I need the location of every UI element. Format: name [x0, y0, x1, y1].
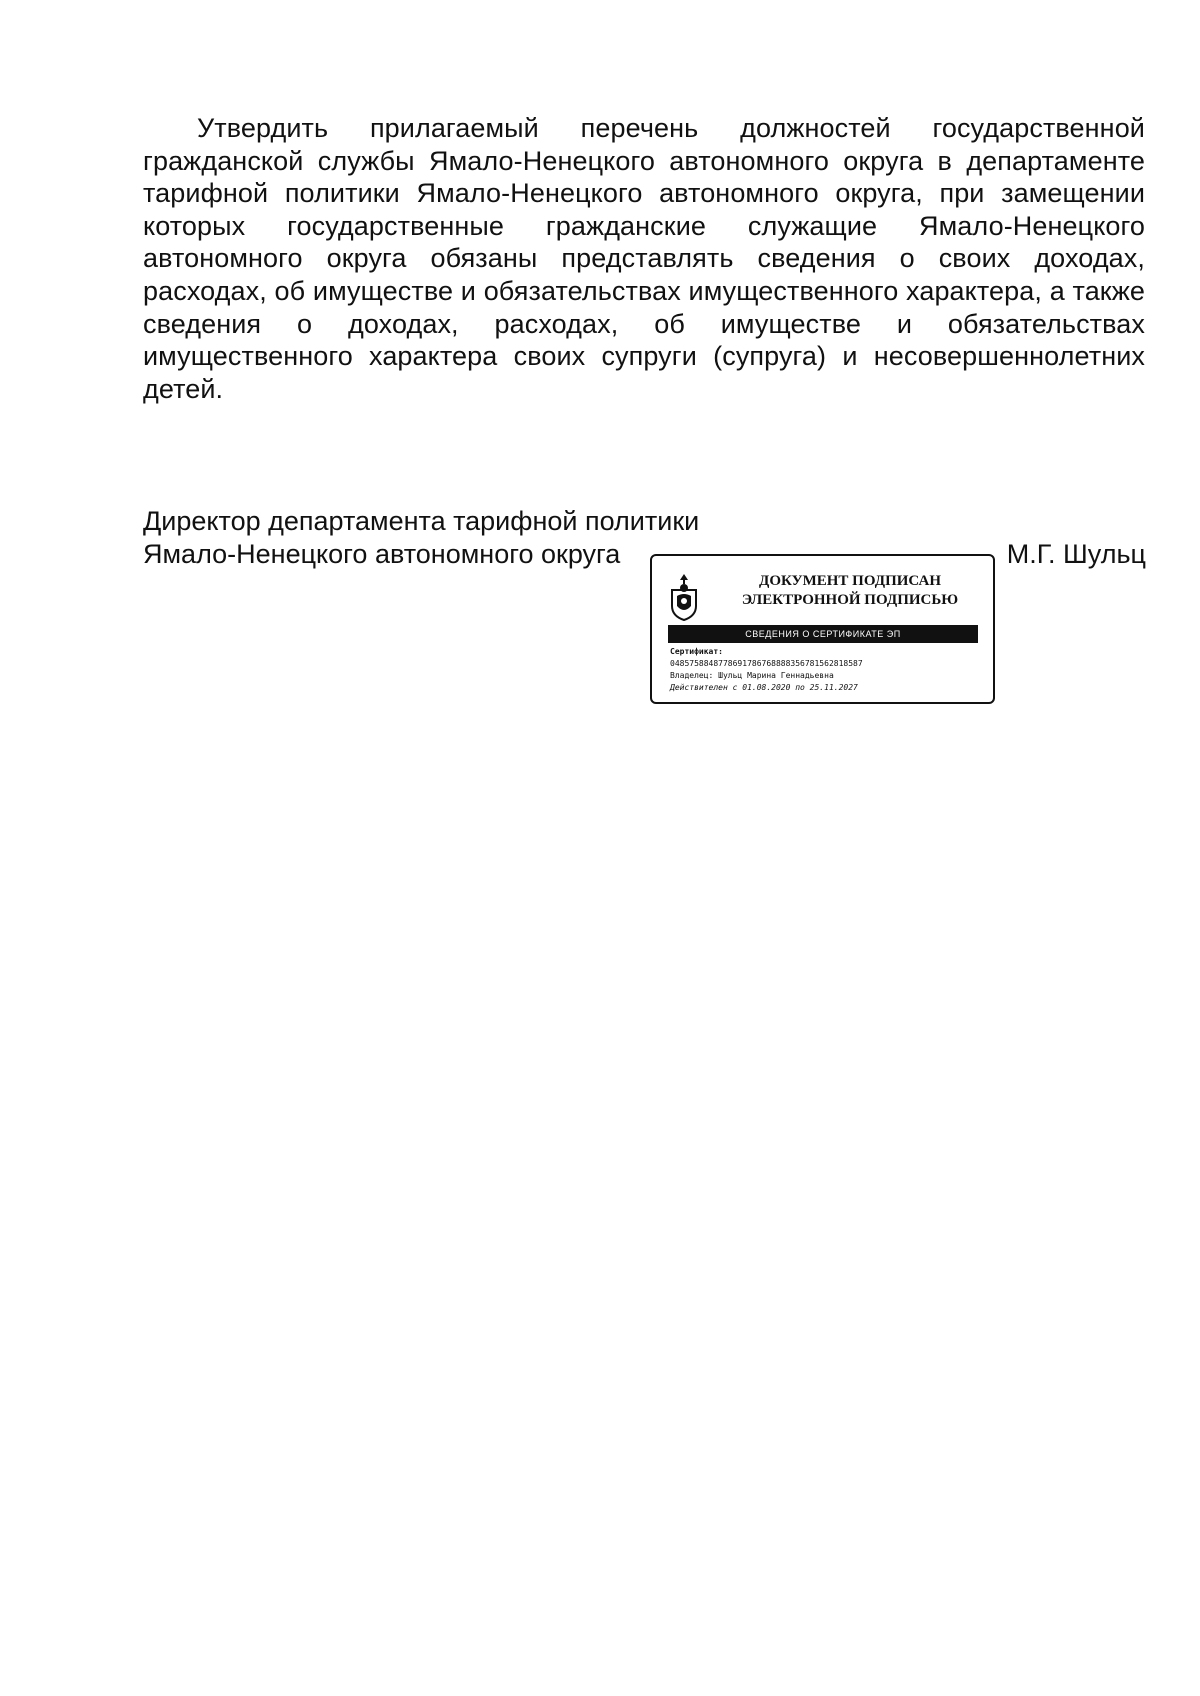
decree-paragraph: Утвердить прилагаемый перечень должностей государственной гражданской службы Ямало-Ненецкого автономного округа в департаменте тарифной политики Ямало-Ненецкого автономного округа, при замещении которых государственные гражданские служащие Ямало-Ненецкого автономного округа обязаны представлять сведения о своих доходах, расходах, об имуществе и обязательствах имущественного характера, а также сведения о доходах, расходах, об имуществе и обязательствах имущественного характера своих супруги (супруга) и несовершеннолетних детей. — [143, 113, 1145, 404]
stamp-certificate-label: Сертификат: — [670, 647, 723, 656]
regional-coat-of-arms-icon — [666, 570, 702, 622]
signatory-name: М.Г. Шульц — [1006, 539, 1146, 569]
stamp-heading-line1: ДОКУМЕНТ ПОДПИСАН — [759, 573, 941, 589]
electronic-signature-stamp — [650, 554, 995, 704]
stamp-validity: Действителен с 01.08.2020 по 25.11.2027 — [670, 683, 858, 692]
signatory-position-line2: Ямало-Ненецкого автономного округа — [143, 539, 621, 569]
stamp-heading-line2: ЭЛЕКТРОННОЙ ПОДПИСЬЮ — [741, 592, 959, 608]
signatory-position-line1: Директор департамента тарифной политики — [143, 506, 700, 536]
stamp-owner: Владелец: Шульц Марина Геннадьевна — [670, 671, 834, 680]
stamp-certificate-bar: СВЕДЕНИЯ О СЕРТИФИКАТЕ ЭП — [668, 625, 978, 643]
stamp-heading — [718, 572, 982, 610]
stamp-certificate-number: 0485758848778691786768888356781562818587 — [670, 659, 863, 668]
